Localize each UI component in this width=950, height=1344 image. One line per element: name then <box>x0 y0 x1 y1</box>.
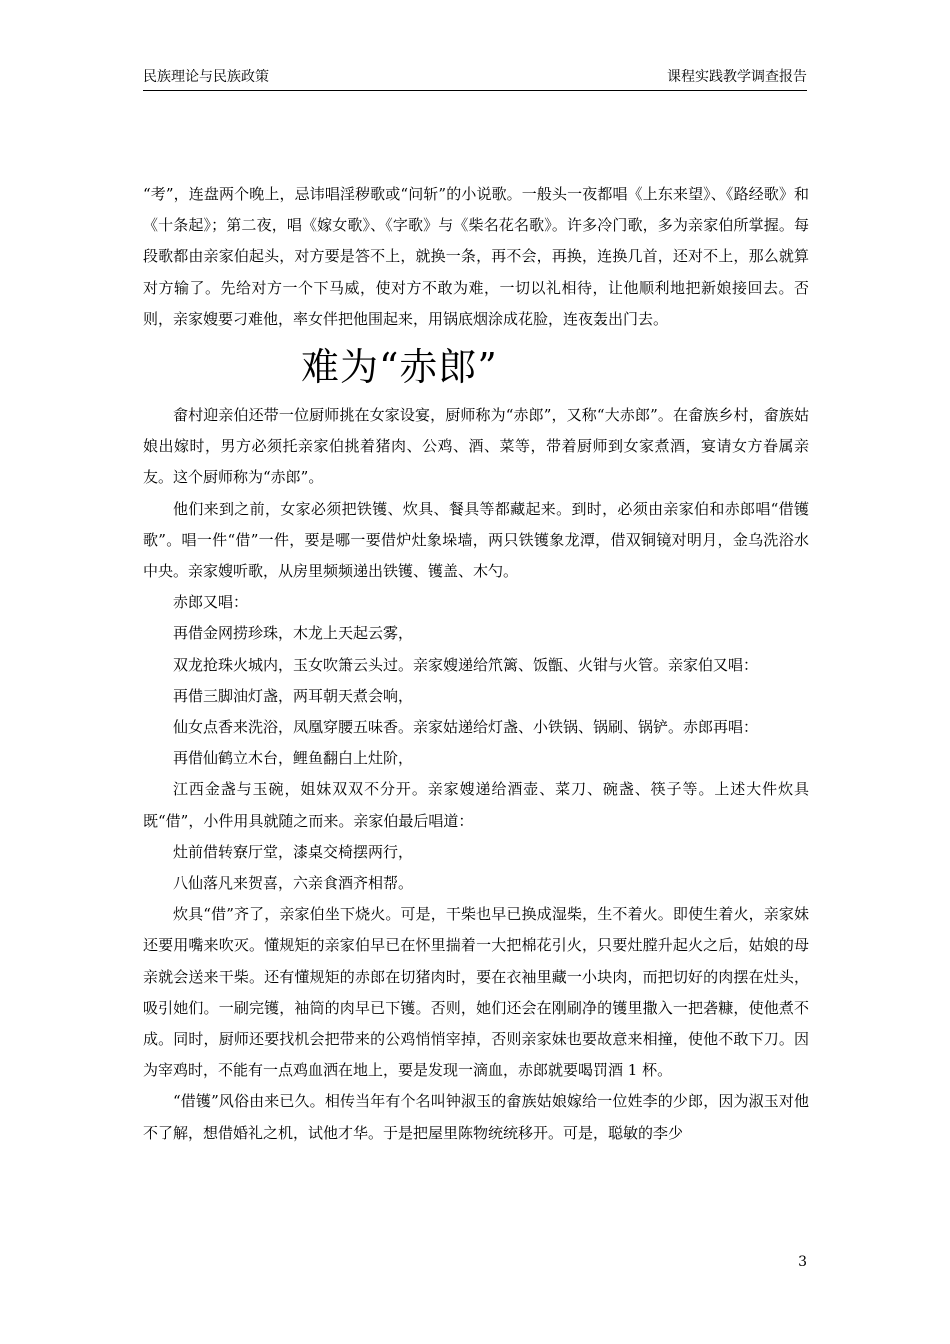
song-line: 八仙落凡来贺喜，六亲食酒齐相帮。 <box>173 874 414 893</box>
header-course-title: 民族理论与民族政策 <box>143 69 269 85</box>
song-line: 江西金盏与玉碗，姐妹双双不分开。亲家嫂递给酒壶、菜刀、碗盏、筷子等。上述大件炊具既“借”，小件用具就随之而来。亲家伯最后唱道： <box>143 780 809 830</box>
paragraph: 炊具“借”齐了，亲家伯坐下烧火。可是，干柴也早已换成湿柴，生不着火。即使生着火，亲家妹还要用嘴来吹灭。懂规矩的亲家伯早已在怀里揣着一大把棉花引火，只要灶膛升起火之后，姑娘的母亲就会送来干柴。还有懂规矩的赤郎在切猪肉时，要在衣袖里藏一小块肉，而把切好的肉摆在灶头，吸引她们。一刷完镬，袖筒的肉早已下镬。否则，她们还会在刚刷净的镬里撒入一把砻糠，使他煮不成。同时，厨师还要找机会把带来的公鸡悄悄宰掉，否则亲家妹也要故意来相撞，使他不敢下刀。因为宰鸡时，不能有一点鸡血洒在地上，要是发现一滴血，赤郎就要喝罚酒 1 杯。 <box>143 905 809 1080</box>
paragraph: “考”，连盘两个晚上，忌讳唱淫秽歌或“问斩”的小说歌。一般头一夜都唱《上东来望》、《路经歌》和《十条起》；第二夜，唱《嫁女歌》、《字歌》与《柴名花名歌》。许多冷门歌，多为亲家伯所掌握。每段歌都由亲家伯起头，对方要是答不上，就换一条，再不会，再换，连换几首，还对不上，那么就算对方输了。先给对方一个下马威，使对方不敢为难，一切以礼相待，让他顺利地把新娘接回去。否则，亲家嫂要刁难他，率女伴把他围起来，用锅底烟涂成花脸，连夜轰出门去。 <box>143 185 809 328</box>
song-line: 仙女点香来洗浴，凤凰穿腰五味香。亲家姑递给灯盏、小铁锅、锅刷、锅铲。赤郎再唱： <box>173 718 759 737</box>
paragraph: 赤郎又唱： <box>173 593 249 612</box>
page-content <box>143 179 809 1149</box>
header-report-title: 课程实践教学调查报告 <box>667 69 807 85</box>
paragraph: “借镬”风俗由来已久。相传当年有个名叫钟淑玉的畲族姑娘嫁给一位姓李的少郎，因为淑玉对他不了解，想借婚礼之机，试他才华。于是把屋里陈物统统移开。可是，聪敏的李少 <box>143 1092 809 1142</box>
page-number: 3 <box>798 1254 807 1270</box>
song-line: 再借金网捞珍珠，木龙上天起云雾， <box>173 624 414 643</box>
page-header <box>143 66 807 91</box>
section-title: 难为“赤郎” <box>301 345 498 390</box>
song-line: 双龙抢珠火城内，玉女吹箫云头过。亲家嫂递给笊篱、饭甑、火钳与火管。亲家伯又唱： <box>173 655 759 674</box>
song-line: 灶前借转寮厅堂，漆桌交椅摆两行， <box>173 842 414 861</box>
paragraph: 畲村迎亲伯还带一位厨师挑在女家设宴，厨师称为“赤郎”，又称“大赤郎”。在畲族乡村，畲族姑娘出嫁时，男方必须托亲家伯挑着猪肉、公鸡、酒、菜等，带着厨师到女家煮酒，宴请女方眷属亲友。这个厨师称为“赤郎”。 <box>143 406 809 487</box>
song-line: 再借仙鹤立木台，鲤鱼翻白上灶阶， <box>173 749 414 768</box>
song-line: 再借三脚油灯盏，两耳朝天煮会响， <box>173 686 414 705</box>
paragraph: 他们来到之前，女家必须把铁镬、炊具、餐具等都藏起来。到时，必须由亲家伯和赤郎唱“借镬歌”。唱一件“借”一件，要是哪一要借炉灶象垛墙，两只铁镬象龙潭，借双铜镜对明月，金乌洗浴水中央。亲家嫂听歌，从房里频频递出铁镬、镬盖、木勺。 <box>143 499 809 581</box>
